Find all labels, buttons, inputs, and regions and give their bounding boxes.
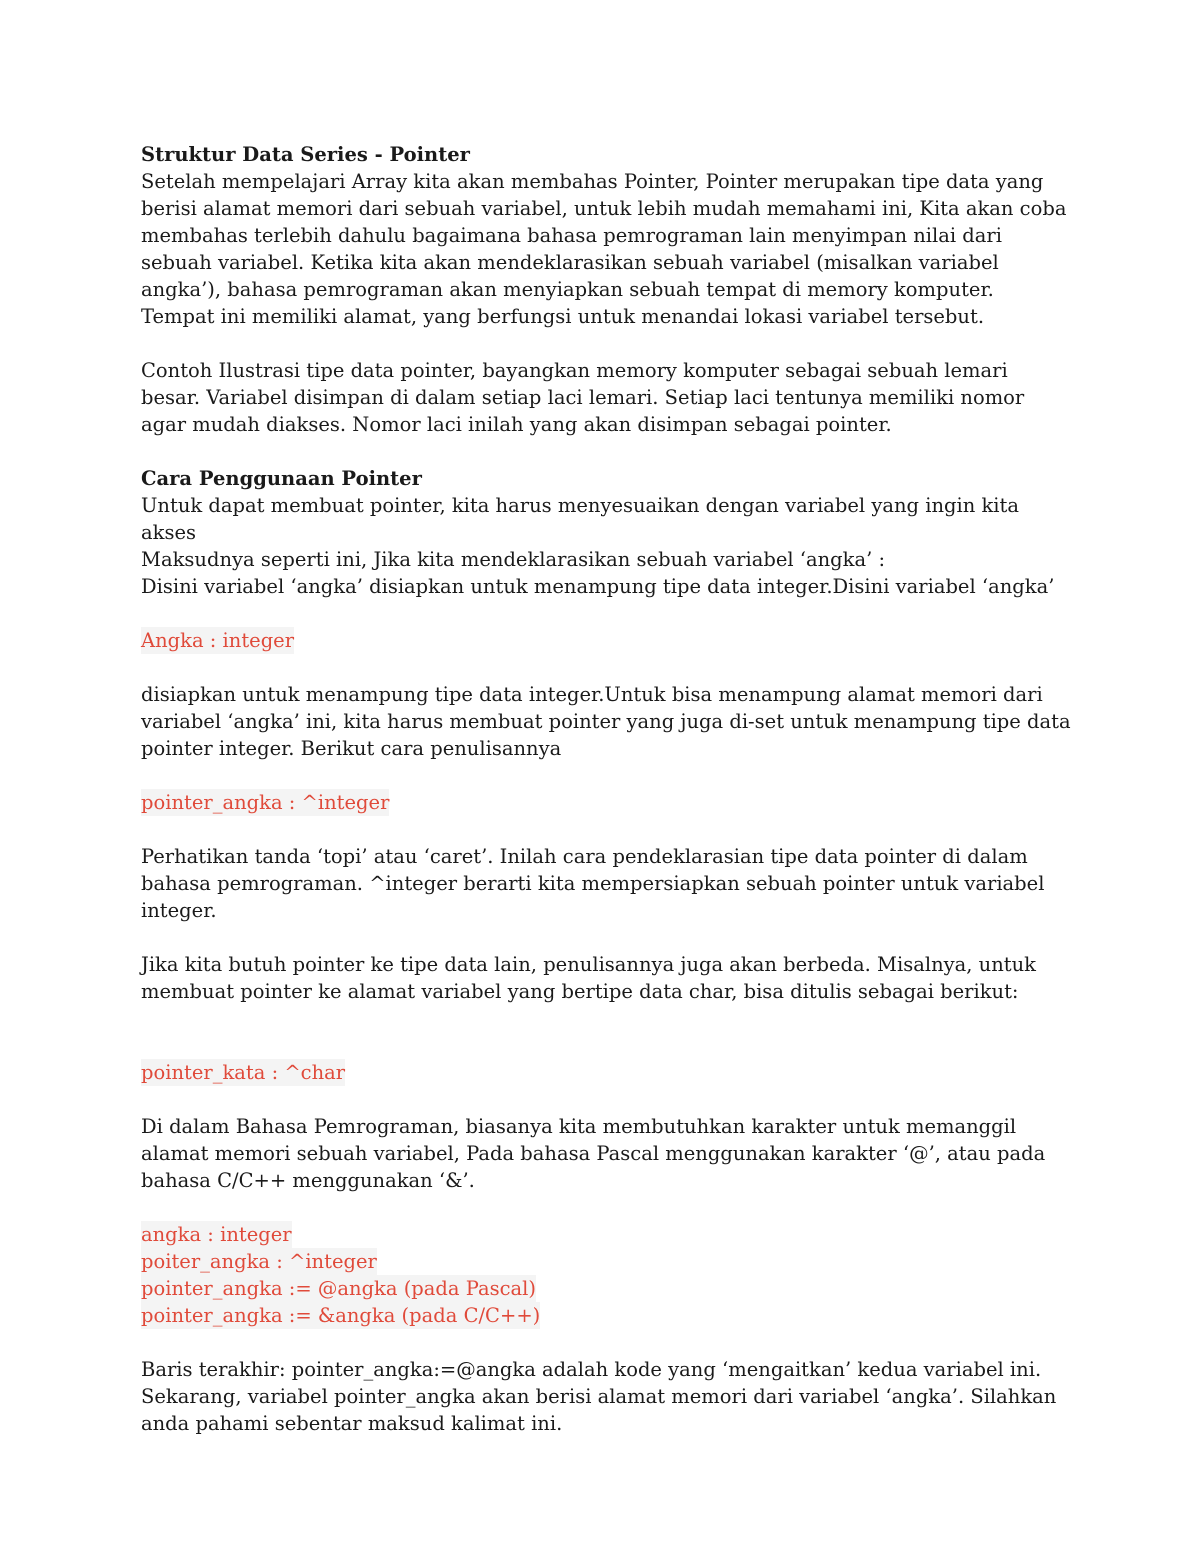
- other-types-paragraph: Jika kita butuh pointer ke tipe data lain, penulisannya juga akan berbeda. Misalnya, untuk membuat pointer ke alamat variabel yang bertipe data char, bisa ditulis sebagai berikut:: [141, 953, 1037, 1003]
- code-block-line: [141, 1302, 1071, 1329]
- spacer: [141, 438, 1071, 465]
- spacer: [141, 654, 1071, 681]
- code-block-line: [141, 1248, 1071, 1275]
- document-title: Struktur Data Series - Pointer: [141, 143, 470, 166]
- spacer: [141, 330, 1071, 357]
- spacer: [141, 1086, 1071, 1113]
- code-snippet: [141, 1059, 1071, 1086]
- code-text: poiter_angka : ^integer: [141, 1250, 377, 1273]
- address-operator-paragraph: Di dalam Bahasa Pemrograman, biasanya kita membutuhkan karakter untuk memanggil alamat memori sebuah variabel, Pada bahasa Pascal menggunakan karakter ‘@’, atau pada bahasa C/C++ menggunakan ‘&’.: [141, 1115, 1046, 1192]
- code-text: angka : integer: [141, 1223, 292, 1246]
- spacer: [141, 1329, 1071, 1356]
- spacer: [141, 924, 1071, 951]
- code-text: pointer_angka := @angka (pada Pascal): [141, 1277, 536, 1300]
- section-line: Maksudnya seperti ini, Jika kita mendeklarasikan sebuah variabel ‘angka’ :: [141, 548, 886, 571]
- illustration-paragraph: Contoh Ilustrasi tipe data pointer, bayangkan memory komputer sebagai sebuah lemari besar. Variabel disimpan di dalam setiap laci lemari. Setiap laci tentunya memiliki nomor agar mudah diakses. Nomor laci inilah yang akan disimpan sebagai pointer.: [141, 359, 1025, 436]
- spacer: [141, 762, 1071, 789]
- spacer: [141, 600, 1071, 627]
- code-snippet: [141, 789, 1071, 816]
- caret-paragraph: Perhatikan tanda ‘topi’ atau ‘caret’. Inilah cara pendeklarasian tipe data pointer di dalam bahasa pemrograman. ^integer berarti kita mempersiapkan sebuah pointer untuk variabel integer.: [141, 845, 1045, 922]
- spacer: [141, 1194, 1071, 1221]
- explanation-paragraph: disiapkan untuk menampung tipe data integer.Untuk bisa menampung alamat memori dari variabel ‘angka’ ini, kita harus membuat pointer yang juga di-set untuk menampung tipe data pointer integer. Berikut cara penulisannya: [141, 683, 1071, 760]
- section-line: Disini variabel ‘angka’ disiapkan untuk menampung tipe data integer.Disini variabel ‘angka’: [141, 575, 1055, 598]
- intro-paragraph: Setelah mempelajari Array kita akan membahas Pointer, Pointer merupakan tipe data yang berisi alamat memori dari sebuah variabel, untuk lebih mudah memahami ini, Kita akan coba membahas terlebih dahulu bagaimana bahasa pemrograman lain menyimpan nilai dari sebuah variabel. Ketika kita akan mendeklarasikan sebuah variabel (misalkan variabel angka’), bahasa pemrograman akan menyiapkan sebuah tempat di memory komputer. Tempat ini memiliki alamat, yang berfungsi untuk menandai lokasi variabel tersebut.: [141, 170, 1067, 328]
- code-text: Angka : integer: [141, 629, 295, 652]
- spacer: [141, 816, 1071, 843]
- spacer: [141, 1005, 1071, 1032]
- code-snippet: [141, 627, 1071, 654]
- code-text: pointer_angka : ^integer: [141, 791, 390, 814]
- document-page: [141, 141, 1071, 1437]
- conclusion-paragraph: Baris terakhir: pointer_angka:=@angka adalah kode yang ‘mengaitkan’ kedua variabel ini. Sekarang, variabel pointer_angka akan berisi alamat memori dari variabel ‘angka’. Silahkan anda pahami sebentar maksud kalimat ini.: [141, 1358, 1057, 1435]
- code-block-line: [141, 1275, 1071, 1302]
- section-line: Untuk dapat membuat pointer, kita harus menyesuaikan dengan variabel yang ingin kita akses: [141, 494, 1020, 544]
- section-heading: Cara Penggunaan Pointer: [141, 467, 422, 490]
- spacer: [141, 1032, 1071, 1059]
- code-text: pointer_angka := &angka (pada C/C++): [141, 1304, 541, 1327]
- code-block-line: [141, 1221, 1071, 1248]
- code-text: pointer_kata : ^char: [141, 1061, 346, 1084]
